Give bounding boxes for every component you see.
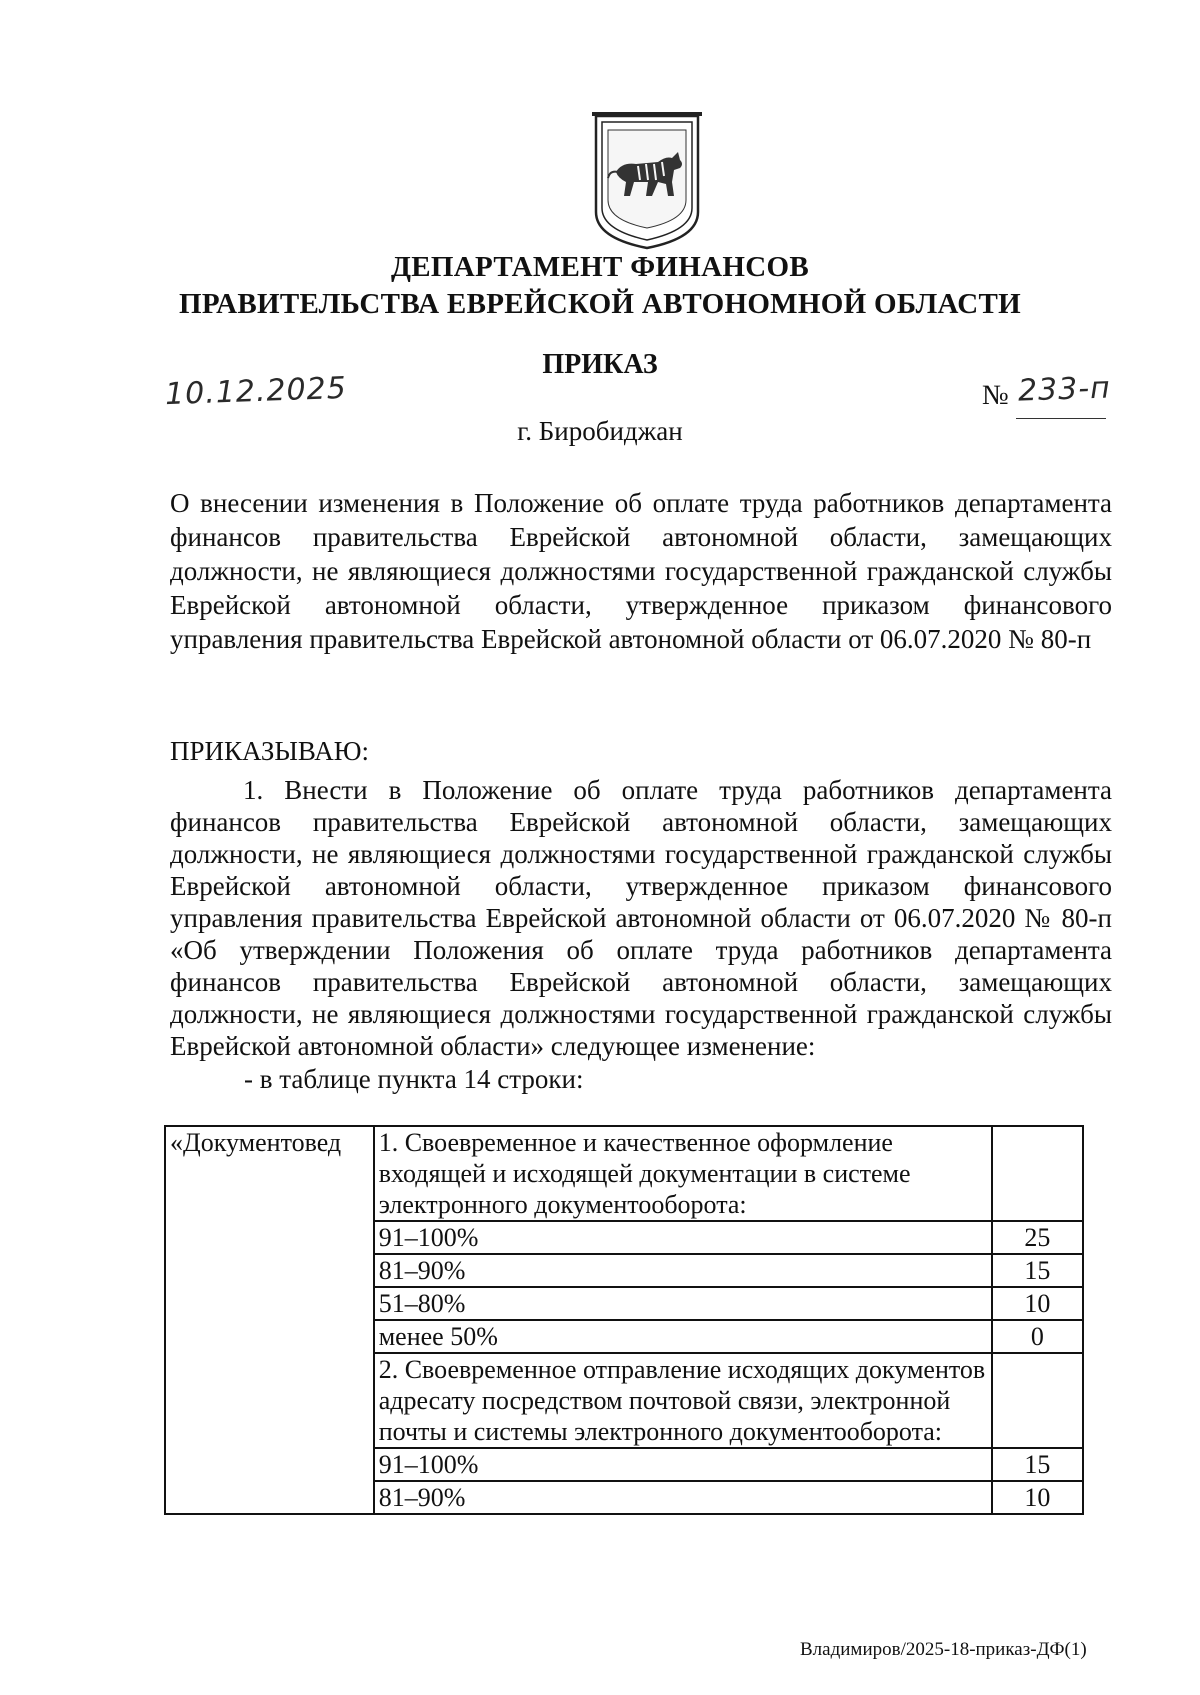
criterion-cell: 2. Своевременное отправление исходящих документов адресату посредством почтовой связи, электронной почты и системы электронного документооборота: — [374, 1353, 992, 1448]
order-item-1-sub: - в таблице пункта 14 строки: — [244, 1064, 584, 1094]
value-cell: 10 — [992, 1287, 1083, 1320]
value-cell: 10 — [992, 1481, 1083, 1514]
department-name-line2: ПРАВИТЕЛЬСТВА ЕВРЕЙСКОЙ АВТОНОМНОЙ ОБЛАСТИ — [178, 288, 1022, 320]
range-cell: 51–80% — [374, 1287, 992, 1320]
order-word: ПРИКАЗЫВАЮ: — [170, 736, 369, 766]
number-sign: № — [982, 380, 1009, 411]
order-item-1: 1. Внести в Положение об оплате труда работников департамента финансов правительства Еврейской автономной области, замещающих должности, не являющиеся должностями государственной гражданской службы Еврейской автономной области, утвержденное приказом финансового управления правительства Еврейской автономной области от 06.07.2020 № 80-п «Об утверждении Положения об оплате труда работников департамента финансов правительства Еврейской автономной области, замещающих должности, не являющиеся должностями государственной гражданской службы Еврейской автономной области» следующее изменение: — [170, 775, 1112, 1061]
handwritten-date: 10.12.2025 — [164, 370, 348, 413]
value-cell: 15 — [992, 1448, 1083, 1481]
value-cell — [992, 1126, 1083, 1221]
value-cell: 0 — [992, 1320, 1083, 1353]
value-cell: 25 — [992, 1221, 1083, 1254]
document-type: ПРИКАЗ — [542, 349, 658, 380]
range-cell: менее 50% — [374, 1320, 992, 1353]
range-cell: 91–100% — [374, 1448, 992, 1481]
range-cell: 91–100% — [374, 1221, 992, 1254]
order-subject: О внесении изменения в Положение об оплате труда работников департамента финансов правительства Еврейской автономной области, замещающих должности, не являющиеся должностями государственной гражданской службы Еврейской автономной области, утвержденное приказом финансового управления правительства Еврейской автономной области от 06.07.2020 № 80-п — [170, 488, 1112, 654]
city: г. Биробиджан — [517, 416, 683, 446]
criterion-cell: 1. Своевременное и качественное оформление входящей и исходящей документации в системе электронного документооборота: — [374, 1126, 992, 1221]
payment-table — [164, 1125, 1084, 1515]
position-cell: «Документовед — [165, 1126, 374, 1514]
table-row — [165, 1126, 1083, 1221]
emblem-tiger-icon — [588, 112, 706, 252]
range-cell: 81–90% — [374, 1481, 992, 1514]
order-number — [982, 370, 1112, 412]
document-code: Владимиров/2025-18-приказ-ДФ(1) — [800, 1639, 1087, 1660]
value-cell — [992, 1353, 1083, 1448]
value-cell: 15 — [992, 1254, 1083, 1287]
department-name-line1: ДЕПАРТАМЕНТ ФИНАНСОВ — [391, 251, 809, 283]
handwritten-number: 233-п — [1017, 370, 1112, 409]
range-cell: 81–90% — [374, 1254, 992, 1287]
